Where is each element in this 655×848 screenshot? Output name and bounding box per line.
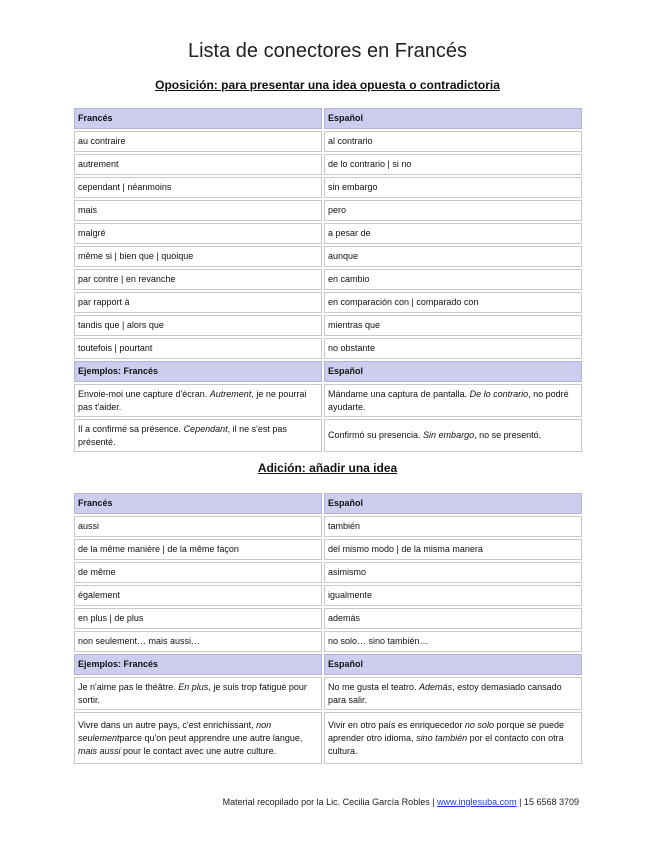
table-row [74, 177, 582, 198]
example-fr: Vivre dans un autre pays, c'est enrichissant, non seulementparce qu'on peut apprendre une autre langue, mais aussi pour le contact avec une autre culture. [74, 712, 322, 764]
example-row [74, 384, 582, 417]
table-row [74, 562, 582, 583]
table-oposicion [72, 106, 584, 454]
page-title: Lista de conectores en Francés [187, 40, 468, 62]
example-es: Mándame una captura de pantalla. De lo contrario, no podré ayudarte. [324, 384, 582, 417]
table-row [74, 585, 582, 606]
cell-fr: également [74, 585, 322, 606]
cell-fr: de même [74, 562, 322, 583]
cell-fr: autrement [74, 154, 322, 175]
header-ejemplos-espanol: Español [324, 361, 582, 382]
header-frances: Francés [74, 493, 322, 514]
cell-es: en comparación con | comparado con [324, 292, 582, 313]
example-es: No me gusta el teatro. Además, estoy demasiado cansado para salir. [324, 677, 582, 710]
table-row [74, 131, 582, 152]
header-espanol: Español [324, 493, 582, 514]
cell-fr: de la même manière | de la même façon [74, 539, 322, 560]
table-adicion [72, 491, 584, 766]
cell-fr: cependant | néanmoins [74, 177, 322, 198]
cell-fr: non seulement… mais aussi… [74, 631, 322, 652]
section-heading-adicion: Adición: añadir una idea [257, 461, 398, 475]
table-row [74, 315, 582, 336]
example-fr: Je n'aime pas le théâtre. En plus, je suis trop fatigué pour sortir. [74, 677, 322, 710]
cell-es: además [324, 608, 582, 629]
header-espanol: Español [324, 108, 582, 129]
cell-fr: par contre | en revanche [74, 269, 322, 290]
cell-fr: toutefois | pourtant [74, 338, 322, 359]
table-row [74, 516, 582, 537]
section-heading-oposicion: Oposición: para presentar una idea opuesta o contradictoria [155, 78, 500, 92]
cell-es: no obstante [324, 338, 582, 359]
cell-es: no solo… sino también… [324, 631, 582, 652]
header-ejemplos-espanol: Español [324, 654, 582, 675]
header-ejemplos-frances: Ejemplos: Francés [74, 654, 322, 675]
cell-fr: mais [74, 200, 322, 221]
table-row [74, 269, 582, 290]
example-es: Confirmó su presencia. Sin embargo, no se presentó. [324, 419, 582, 452]
cell-fr: en plus | de plus [74, 608, 322, 629]
table-row [74, 223, 582, 244]
example-row [74, 419, 582, 452]
table-row [74, 200, 582, 221]
cell-es: en cambio [324, 269, 582, 290]
table-row [74, 292, 582, 313]
table-row [74, 631, 582, 652]
table-row [74, 154, 582, 175]
header-frances: Francés [74, 108, 322, 129]
table-header [74, 493, 582, 514]
cell-es: al contrario [324, 131, 582, 152]
cell-es: a pesar de [324, 223, 582, 244]
cell-es: igualmente [324, 585, 582, 606]
example-fr: Il a confirmé sa présence. Cependant, il ne s'est pas présenté. [74, 419, 322, 452]
example-es: Vivir en otro país es enriquecedor no solo porque se puede aprender otro idioma, sino también por el contacto con otra cultura. [324, 712, 582, 764]
cell-fr: malgré [74, 223, 322, 244]
header-ejemplos-frances: Ejemplos: Francés [74, 361, 322, 382]
footer [223, 797, 579, 807]
table-row [74, 608, 582, 629]
cell-fr: aussi [74, 516, 322, 537]
footer-phone: | 15 6568 3709 [516, 797, 579, 807]
cell-es: de lo contrario | si no [324, 154, 582, 175]
footer-credit: Material recopilado por la Lic. Cecilia García Robles | [222, 797, 438, 807]
cell-es: también [324, 516, 582, 537]
cell-es: aunque [324, 246, 582, 267]
cell-fr: tandis que | alors que [74, 315, 322, 336]
example-row [74, 712, 582, 764]
cell-fr: par rapport à [74, 292, 322, 313]
example-fr: Envoie-moi une capture d'écran. Autrement, je ne pourrai pas t'aider. [74, 384, 322, 417]
cell-es: pero [324, 200, 582, 221]
cell-fr: au contraire [74, 131, 322, 152]
examples-header [74, 361, 582, 382]
examples-header [74, 654, 582, 675]
table-row [74, 338, 582, 359]
table-row [74, 539, 582, 560]
example-row [74, 677, 582, 710]
table-header [74, 108, 582, 129]
cell-es: asimismo [324, 562, 582, 583]
footer-link[interactable]: www.inglesuba.com [437, 797, 517, 807]
table-row [74, 246, 582, 267]
cell-es: del mismo modo | de la misma manera [324, 539, 582, 560]
cell-es: mientras que [324, 315, 582, 336]
cell-fr: même si | bien que | quoique [74, 246, 322, 267]
cell-es: sin embargo [324, 177, 582, 198]
